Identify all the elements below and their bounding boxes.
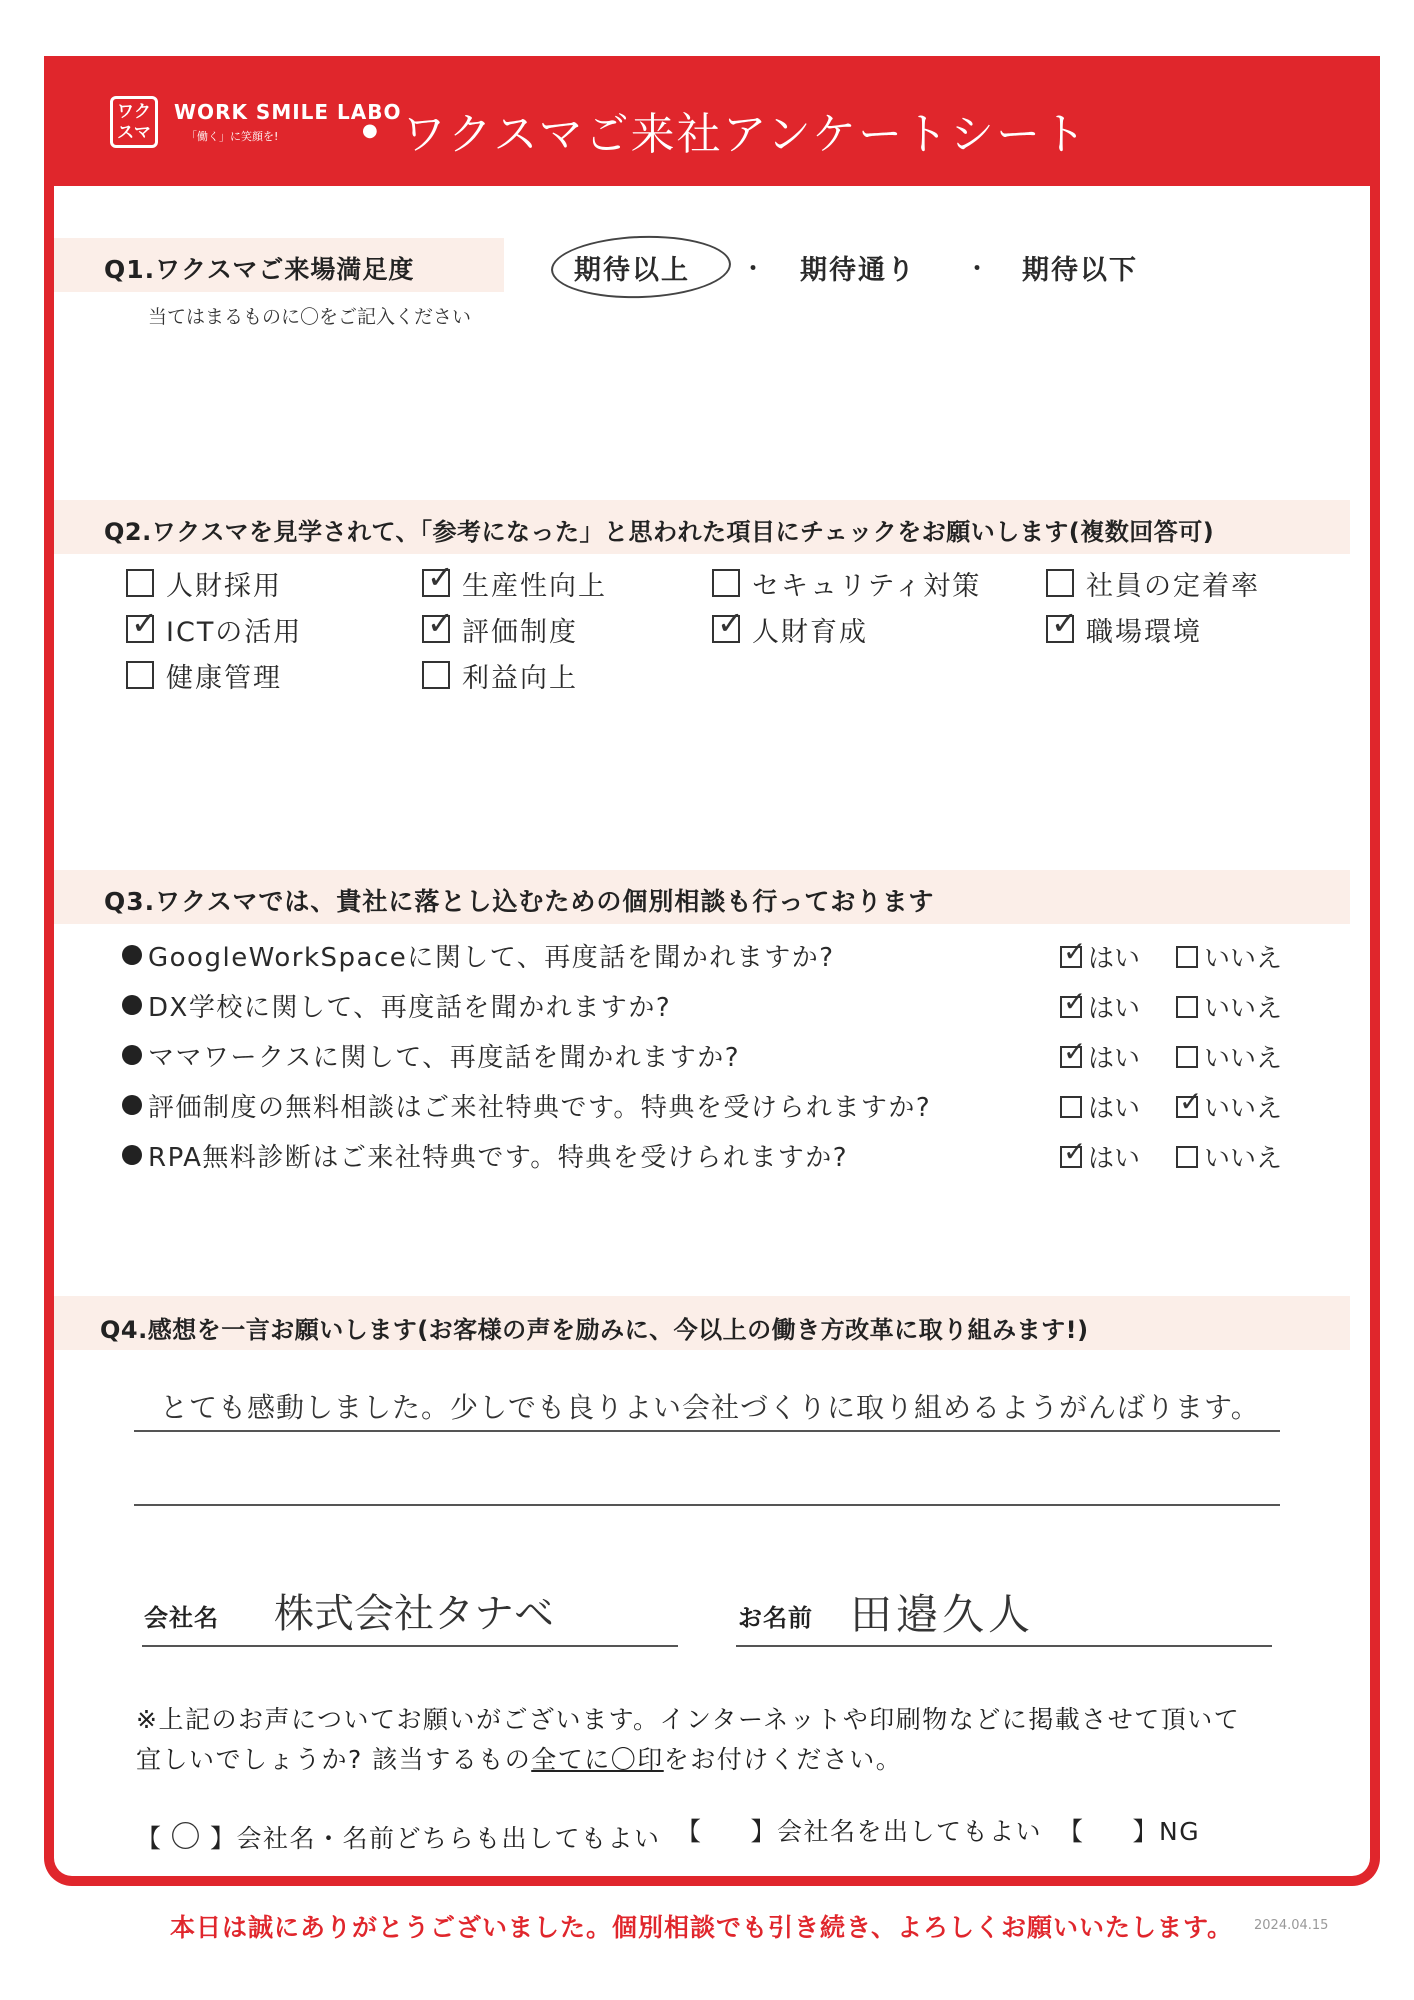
q3-row-text: GoogleWorkSpaceに関して、再度話を聞かれますか? bbox=[148, 943, 835, 973]
bullet-icon bbox=[122, 1095, 142, 1115]
name-value[interactable]: 田邉久人 bbox=[850, 1590, 1035, 1639]
header-dot: ● bbox=[362, 120, 378, 141]
q3-row-text: ママワークスに関して、再度話を聞かれますか? bbox=[148, 1043, 741, 1073]
checkbox-label: セキュリティ対策 bbox=[752, 570, 982, 602]
notice-text: 宜しいでしょうか? 該当するもの bbox=[136, 1745, 532, 1774]
answer-line-1 bbox=[134, 1430, 1280, 1432]
yes-label: はい bbox=[1088, 1094, 1141, 1124]
check-mark-icon: ✓ bbox=[427, 604, 454, 642]
q1-separator-1: ・ bbox=[742, 257, 765, 282]
permission-label: NG bbox=[1159, 1817, 1201, 1846]
name-line bbox=[736, 1645, 1272, 1647]
checkbox-item[interactable] bbox=[712, 604, 868, 648]
checkbox-label: 職場環境 bbox=[1086, 616, 1202, 648]
yes-label: はい bbox=[1088, 994, 1141, 1024]
checkbox-item[interactable] bbox=[422, 604, 578, 648]
no-option[interactable] bbox=[1176, 938, 1282, 975]
checkbox[interactable] bbox=[712, 569, 740, 597]
check-mark-icon: ✓ bbox=[427, 558, 454, 596]
notice-emphasis: 全てに〇印 bbox=[531, 1745, 664, 1774]
checkbox[interactable] bbox=[1060, 1096, 1082, 1118]
company-label: 会社名 bbox=[144, 1604, 219, 1632]
check-mark-icon: ✓ bbox=[1063, 984, 1087, 1018]
q3-row-1 bbox=[122, 937, 835, 974]
checkbox-label: 評価制度 bbox=[462, 616, 578, 648]
no-option[interactable] bbox=[1176, 1038, 1282, 1075]
checkbox[interactable] bbox=[1176, 1146, 1198, 1168]
checkbox-item[interactable] bbox=[712, 566, 981, 600]
checkbox[interactable] bbox=[126, 661, 154, 689]
yes-option[interactable] bbox=[1060, 934, 1141, 975]
q3-row-text: RPA無料診断はご来社特典です。特典を受けられますか? bbox=[148, 1143, 849, 1173]
logo-line1: ワク bbox=[117, 102, 151, 122]
check-mark-icon: ✓ bbox=[1063, 1134, 1087, 1168]
checkbox-item[interactable] bbox=[422, 558, 607, 602]
permission-option-1[interactable]: 【 〇 】会社名・名前どちらも出してもよい bbox=[136, 1820, 661, 1855]
check-mark-icon: ✓ bbox=[131, 604, 158, 642]
checkbox[interactable] bbox=[712, 604, 744, 643]
check-mark-icon: ✓ bbox=[717, 604, 744, 642]
checkbox[interactable] bbox=[1176, 1046, 1198, 1068]
yes-label: はい bbox=[1088, 944, 1141, 974]
no-label: いいえ bbox=[1204, 1144, 1283, 1174]
q2-question: Q2.ワクスマを見学されて、「参考になった」と思われた項目にチェックをお願いします(複数回答可) bbox=[104, 518, 1215, 546]
q3-row-text: 評価制度の無料相談はご来社特典です。特典を受けられますか? bbox=[148, 1093, 932, 1123]
bullet-icon bbox=[122, 945, 142, 965]
bullet-icon bbox=[122, 1045, 142, 1065]
permission-option-2[interactable]: 【 】会社名を出してもよい bbox=[676, 1817, 1043, 1846]
checkbox[interactable] bbox=[126, 569, 154, 597]
checkbox-label: 人財採用 bbox=[166, 570, 282, 602]
no-option[interactable] bbox=[1176, 988, 1282, 1025]
yes-option[interactable] bbox=[1060, 1088, 1140, 1125]
checkbox-label: 社員の定着率 bbox=[1086, 570, 1260, 602]
company-line bbox=[142, 1645, 678, 1647]
checkbox[interactable] bbox=[1046, 604, 1078, 643]
check-mark-icon: ✓ bbox=[1179, 1084, 1203, 1118]
checkbox-item[interactable] bbox=[126, 604, 303, 648]
checkbox[interactable] bbox=[1176, 1084, 1203, 1118]
checkbox-item[interactable] bbox=[126, 658, 282, 692]
answer-line-2 bbox=[134, 1504, 1280, 1506]
name-label: お名前 bbox=[738, 1604, 813, 1632]
yes-option[interactable] bbox=[1060, 1134, 1141, 1175]
yes-label: はい bbox=[1088, 1144, 1141, 1174]
checkbox-item[interactable] bbox=[126, 566, 282, 600]
permission-mark: 〇 bbox=[170, 1820, 203, 1855]
checkbox[interactable] bbox=[126, 604, 158, 643]
checkbox[interactable] bbox=[1060, 1034, 1087, 1068]
yes-option[interactable] bbox=[1060, 984, 1141, 1025]
no-label: いいえ bbox=[1204, 1044, 1283, 1074]
checkbox-label: 利益向上 bbox=[462, 662, 578, 694]
no-option[interactable] bbox=[1176, 1084, 1283, 1125]
checkbox[interactable] bbox=[1060, 1134, 1087, 1168]
q1-question: Q1.ワクスマご来場満足度 bbox=[104, 255, 415, 284]
permission-option-3[interactable]: 【 】NG bbox=[1058, 1817, 1201, 1846]
checkbox-item[interactable] bbox=[1046, 604, 1202, 648]
check-mark-icon: ✓ bbox=[1063, 934, 1087, 968]
check-mark-icon: ✓ bbox=[1051, 604, 1078, 642]
q1-separator-2: ・ bbox=[966, 257, 989, 282]
q1-option-3[interactable]: 期待以下 bbox=[1022, 255, 1138, 286]
permission-label: 会社名・名前どちらも出してもよい bbox=[236, 1824, 661, 1853]
checkbox[interactable] bbox=[422, 661, 450, 689]
check-mark-icon: ✓ bbox=[1063, 1034, 1087, 1068]
q1-instruction: 当てはまるものに〇をご記入ください bbox=[148, 306, 472, 328]
q3-row-2 bbox=[122, 987, 671, 1024]
no-option[interactable] bbox=[1176, 1138, 1282, 1175]
no-label: いいえ bbox=[1204, 994, 1283, 1024]
q3-row-text: DX学校に関して、再度話を聞かれますか? bbox=[148, 993, 672, 1023]
checkbox[interactable] bbox=[422, 604, 454, 643]
page-title: ワクスマご来社アンケートシート bbox=[402, 109, 1089, 160]
notice-text: をお付けください。 bbox=[663, 1745, 903, 1774]
company-value[interactable]: 株式会社タナベ bbox=[274, 1591, 554, 1637]
logo-name: WORK SMILE LABO bbox=[174, 100, 402, 124]
checkbox-label: ICTの活用 bbox=[166, 616, 303, 648]
permission-label: 会社名を出してもよい bbox=[777, 1817, 1043, 1846]
checkbox[interactable] bbox=[1176, 946, 1198, 968]
yes-label: はい bbox=[1088, 1044, 1141, 1074]
checkbox[interactable] bbox=[422, 558, 454, 597]
logo-line2: スマ bbox=[117, 123, 151, 143]
q3-row-3 bbox=[122, 1037, 740, 1074]
bullet-icon bbox=[122, 1145, 142, 1165]
q3-row-5 bbox=[122, 1137, 848, 1174]
no-label: いいえ bbox=[1204, 1094, 1283, 1124]
checkbox[interactable] bbox=[1060, 934, 1087, 968]
q3-row-4 bbox=[122, 1087, 931, 1124]
checkbox-item[interactable] bbox=[1046, 566, 1260, 600]
checkbox[interactable] bbox=[1176, 996, 1198, 1018]
bullet-icon bbox=[122, 995, 142, 1015]
checkbox-label: 人財育成 bbox=[752, 616, 868, 648]
footer-thanks: 本日は誠にありがとうございました。個別相談でも引き続き、よろしくお願いいたします。 bbox=[170, 1913, 1234, 1942]
checkbox-item[interactable] bbox=[422, 658, 578, 692]
q1-option-1[interactable]: 期待以上 bbox=[574, 255, 690, 286]
notice-line1: ※上記のお声についてお願いがございます。インターネットや印刷物などに掲載させて頂いて bbox=[136, 1705, 1241, 1734]
notice-line2 bbox=[136, 1740, 902, 1776]
checkbox[interactable] bbox=[1046, 569, 1074, 597]
footer-date: 2024.04.15 bbox=[1254, 1918, 1329, 1933]
logo-tagline: 「働く」に笑顔を! bbox=[186, 130, 279, 143]
checkbox-label: 健康管理 bbox=[166, 662, 282, 694]
q4-answer[interactable]: とても感動しました。少しでも良りよい会社づくりに取り組めるようがんばります。 bbox=[160, 1391, 1260, 1424]
no-label: いいえ bbox=[1204, 944, 1283, 974]
yes-option[interactable] bbox=[1060, 1034, 1141, 1075]
q1-option-2[interactable]: 期待通り bbox=[800, 255, 916, 286]
q3-question: Q3.ワクスマでは、貴社に落とし込むための個別相談も行っております bbox=[104, 887, 935, 916]
q4-question: Q4.感想を一言お願いします(お客様の声を励みに、今以上の働き方改革に取り組みます!) bbox=[100, 1316, 1089, 1344]
checkbox[interactable] bbox=[1060, 984, 1087, 1018]
checkbox-label: 生産性向上 bbox=[462, 570, 607, 602]
